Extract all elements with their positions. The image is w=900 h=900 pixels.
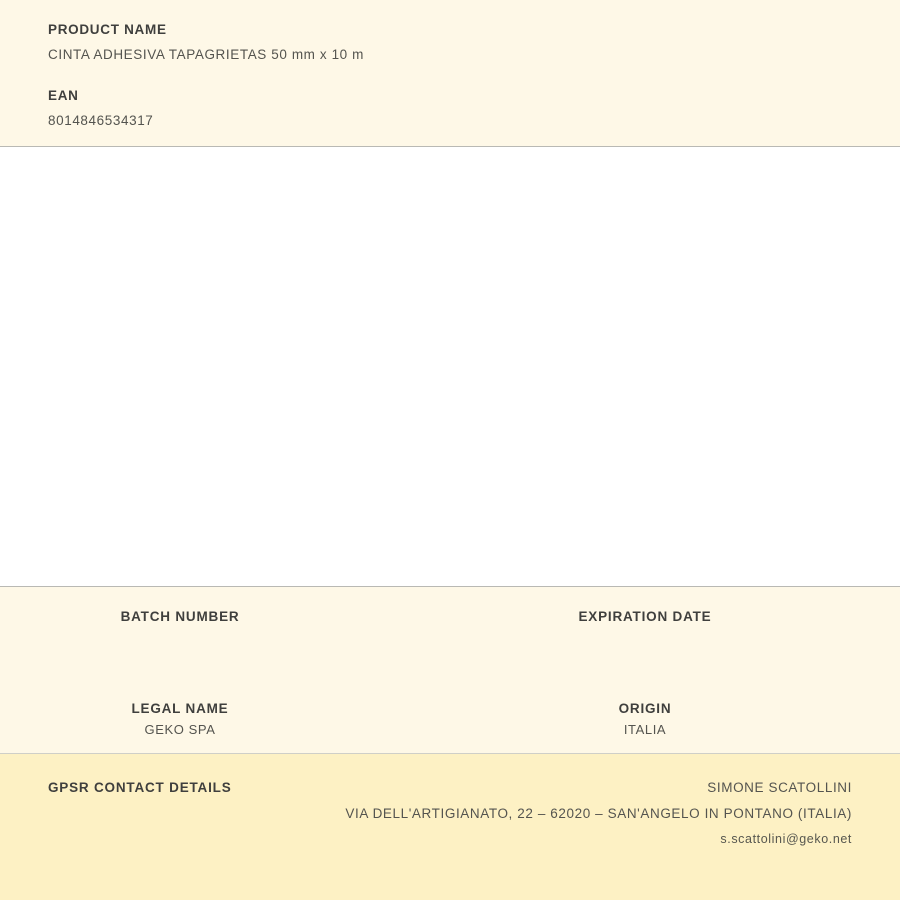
- legal-name-field: [0, 701, 450, 739]
- origin-field: [450, 701, 900, 739]
- legal-name-value: GEKO SPA: [144, 722, 216, 737]
- origin-value: ITALIA: [623, 722, 667, 737]
- expiration-date-label: EXPIRATION DATE: [578, 609, 712, 624]
- gpsr-contact-title: GPSR CONTACT DETAILS: [48, 780, 232, 795]
- product-name-value: CINTA ADHESIVA TAPAGRIETAS 50 mm x 10 m: [48, 47, 364, 62]
- ean-label: EAN: [48, 88, 79, 103]
- gpsr-contact-address: VIA DELL'ARTIGIANATO, 22 – 62020 – SAN'ANGELO IN PONTANO (ITALIA): [345, 806, 852, 821]
- gpsr-contact-section: [0, 754, 900, 900]
- batch-details-section: [0, 587, 900, 754]
- product-name-field: [48, 22, 852, 62]
- gpsr-contact-name: SIMONE SCATOLLINI: [707, 780, 852, 795]
- ean-field: [48, 88, 852, 128]
- ean-value: 8014846534317: [48, 113, 154, 128]
- legal-name-label: LEGAL NAME: [131, 701, 229, 716]
- batch-number-field: [0, 609, 450, 647]
- legal-origin-row: [0, 701, 900, 739]
- expiration-date-value: [450, 630, 840, 647]
- gpsr-contact-details: [232, 780, 853, 846]
- product-name-label: PRODUCT NAME: [48, 22, 167, 37]
- batch-number-value: [0, 630, 360, 647]
- product-info-section: [0, 0, 900, 147]
- gpsr-contact-email: s.scattolini@geko.net: [720, 832, 852, 846]
- batch-expiry-row: [0, 609, 900, 647]
- batch-number-label: BATCH NUMBER: [120, 609, 240, 624]
- blank-content-area: [0, 147, 900, 587]
- expiration-date-field: [450, 609, 900, 647]
- origin-label: ORIGIN: [618, 701, 672, 716]
